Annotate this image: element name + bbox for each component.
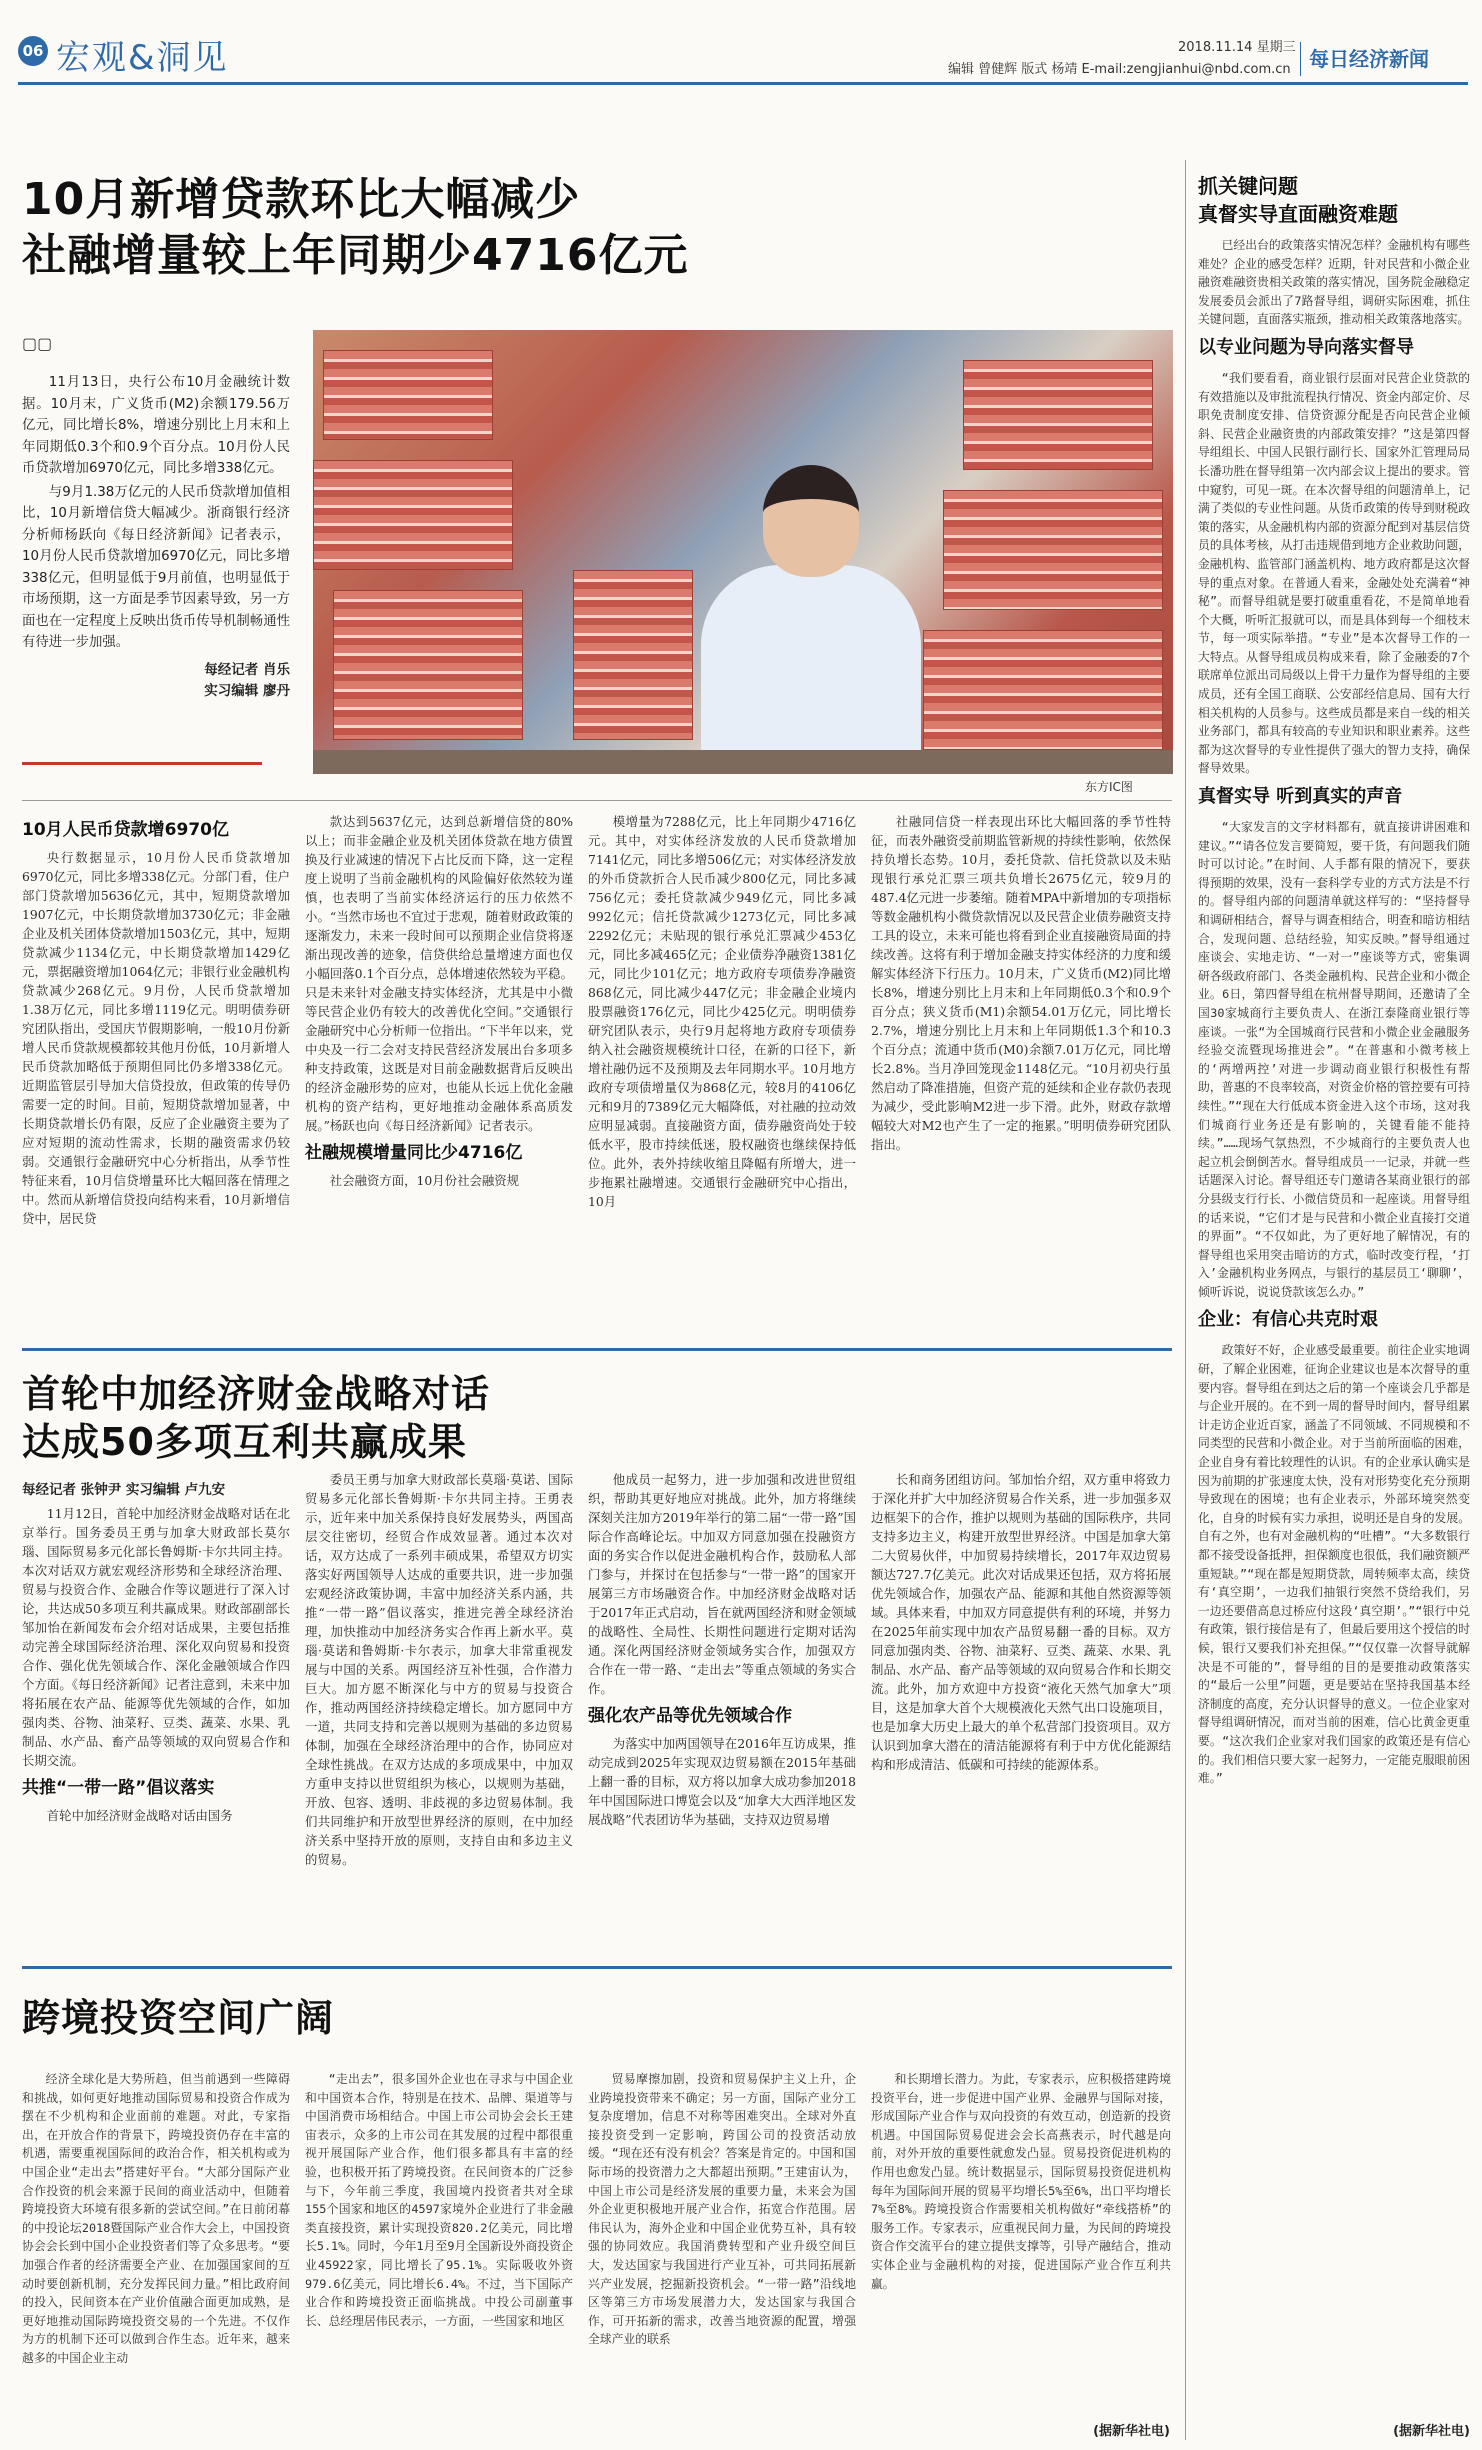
story2-headline-line1: 首轮中加经济财金战略对话	[22, 1372, 491, 1416]
section-rule	[22, 1966, 1172, 1969]
sidebar-agency-credit: (据新华社电)	[1393, 2424, 1470, 2439]
story1-lead-paragraph: 11月13日，央行公布10月金融统计数据。10月末，广义货币(M2)余额179.56万亿元，同比增长8%，增速分别比上月末和上年同期低0.3个和0.9个百分点。10月份人民币贷款增加6970亿元，同比多增338亿元。	[22, 375, 290, 476]
page-number-badge: 06	[18, 36, 48, 66]
section-title: 宏观&洞见	[56, 38, 229, 78]
story2-column-4	[871, 1470, 1171, 1944]
newspaper-logo: 每日经济新闻	[1300, 42, 1470, 76]
story2-body: 委员王勇与加拿大财政部长莫瑙·莫诺、国际贸易多元化部长鲁姆斯·卡尔共同主持。王勇表示，近年来中加关系保持良好发展势头，两国高层交往密切，经贸合作成效显著。通过本次对话，双方达成了一系列丰硕成果，希望双方切实落实好两国领导人达成的重要共识，进一步加强宏观经济政策协调，丰富中加经济关系内涵，共推“一带一路”倡议落实，推进完善全球经济治理，加快推动中加经济务实合作再上新水平。莫瑙·莫诺和鲁姆斯·卡尔表示，加拿大非常重视发展与中国的关系。两国经济互补性强，合作潜力巨大。加方愿不断深化与中方的贸易与投资合作，推动两国经济持续稳定增长。加方愿同中方一道，共同支持和完善以规则为基础的多边贸易体制，加强在全球经济治理中的合作，协同应对全球性挑战。在双方达成的多项成果中，中加双方重申支持以世贸组织为核心，以规则为基础，开放、包容、透明、非歧视的多边贸易体制。我们共同维护和开放型世界经济的原则，在中加经济关系中坚持开放的原则，支持自由和多边主义的贸易。	[305, 1472, 573, 1867]
sidebar-title-line1: 抓关键问题	[1198, 174, 1298, 198]
editor-credits: 编辑 曾健辉 版式 杨靖 E-mail:zengjianhui@nbd.com.cn	[948, 62, 1291, 77]
counter-desk	[313, 750, 1173, 774]
story1-byline: 实习编辑 廖丹	[204, 683, 290, 699]
story3-column-3	[588, 2070, 856, 2440]
story1-column-4	[871, 812, 1171, 1332]
sidebar-body: “大家发言的文字材料都有，就直接讲讲困难和建议。”“请各位发言要简短，要干货，有问题我们随时可以讨论。”在时间、人手都有限的情况下，要获得预期的效果，没有一套科学专业的方式方法是不行的。督导组内部的问题清单就这样写的：“坚持督导和调研相结合，督导与调查相结合，明查和暗访相结合，发现问题、总结经验，知实反映。”督导组通过座谈会、实地走访、“一对一”座谈等方式，密集调研各级政府部门、各类金融机构、民营企业和小微企业。6日，第四督导组在杭州督导期间，还邀请了全国30家城商行主要负责人、在浙江泰隆商业银行等座谈。一张“为全国城商行民营和小微企业金融服务经验交流暨现场推进会”。“在普惠和小微考核上的‘两增两控’对进一步调动商业银行积极性有帮助，普惠的不良率较高，对资金价格的管控要有可持续性。”“现在大行低成本资金进入这个市场，这对我们城商行业务还是有影响的，关键看能不能持续。”……现场气氛热烈，不少城商行的主要负责人也起立机会倒倒苦水。督导组成员一一记录，并就一些话题深入讨论。督导组还专门邀请各某商业银行的部分县级支行行长、小微信贷员和一起座谈。用督导组的话来说，“它们才是与民营和小微企业直接打交道的界面”。“不仅如此，为了更好地了解情况，有的督导组也采用突击暗访的方式，临时改变行程，‘打入’金融机构业务网点，与银行的基层员工‘聊聊’，倾听诉说，说说贷款该怎么办。”	[1198, 820, 1470, 1299]
story3-body: 经济全球化是大势所趋，但当前遇到一些障碍和挑战，如何更好地推动国际贸易和投资合作成为摆在不少机构和企业面前的难题。对此，专家指出，在开放合作的背景下，跨境投资仍存在丰富的机遇，需要重视国际间的政治合作，相关机构或为中国企业“走出去”搭建好平台。“大部分国际产业合作投资的机会来源于民间的商业活动中，但随着跨境投资大环境有很多新的尝试空间。”在日前闭幕的中投论坛2018暨国际产业合作大会上，中国投资协会会长到中国小企业投资者们等了众多思考。“要加强合作者的经济需要全产业、在加强国家间的互动时要创新机制，充分发挥民间力量。”相比政府间的投入，民间资本在产业价值融合面更加成熟，是更好地推动国际跨境投资交易的一个先进。不仅作为方的机制下还可以做到合作生态。近年来，越来越多的中国企业主动	[22, 2072, 290, 2365]
header-rule	[18, 82, 1468, 85]
sidebar-subhead: 企业：有信心共克时艰	[1198, 1309, 1378, 1331]
sidebar-body: “我们要看看，商业银行层面对民营企业贷款的有效措施以及审批流程执行情况、资金内部定价、尽职免责制度安排、信贷资源分配是否向民营企业倾斜、民营企业融资贵的内部政策安排？”这是第四督导组组长、中国人民银行副行长、国家外汇管理局局长潘功胜在督导组第一次内部会议上提出的要求。管中窥豹，可见一斑。在本次督导组的问题清单上，记满了类似的专业性问题。从货币政策的传导到财税政策的落实，从金融机构内部的资源分配到对基层信贷员的具体考核，从打击违规借到地方企业救助问题，金融机构、监管部门涵盖机构、地方政府都是这次督导的重点对象。在普通人看来，金融处处充满着“神秘”。而督导组就是要打破重重看花，不是简单地看个大概，听听汇报就可以，而是具体到每一个细枝末节，每一项实际举措。“专业”是本次督导工作的一大特点。从督导组成员构成来看，除了金融委的7个联席单位派出司局级以上骨干力量作为督导组的主要成员，还有全国工商联、公安部经信息局、国有大行相关机构的人员参与。这些成员都是来自一线的相关业务部门，都具有较高的专业知识和职业素养。这些都为这次督导的专业性提供了强大的智力支持，确保督导效果。	[1198, 370, 1470, 776]
sidebar-body: 已经出台的政策落实情况怎样？金融机构有哪些难处？企业的感受怎样？近期，针对民营和小微企业融资难融资贵相关政策的落实情况，国务院金融稳定发展委员会派出了7路督导组，调研实际困难，抓住关键问题，直面落实瓶颈，推动相关政策落地落实。	[1198, 238, 1470, 327]
quote-icon: ▢▢	[22, 334, 53, 353]
story1-lead	[22, 372, 290, 703]
sidebar-column	[1198, 166, 1470, 2414]
story1-byline: 每经记者 肖乐	[204, 661, 290, 678]
story2-body: 他成员一起努力，进一步加强和改进世贸组织，帮助其更好地应对挑战。此外，加方将继续深刻关注加方2019年举行的第二届“一带一路”国际合作高峰论坛。中加双方同意加强在投融资方面的务实合作以促进金融机构合作，鼓励私人部门参与，并探讨在包括参与“一带一路”的国家开展第三方市场融资合作。中加经济财金战略对话于2017年正式启动，旨在就两国经济和财金领域的战略性、全局性、长期性问题进行定期对话沟通。深化两国经济财金领域务实合作，加强双方合作在一带一路、“走出去”等重点领域的务实合作。	[588, 1472, 856, 1696]
sidebar-subhead: 真督实导 听到真实的声音	[1198, 786, 1403, 808]
story2-subhead: 强化农产品等优先领域合作	[588, 1706, 792, 1726]
story2-column-1	[22, 1504, 290, 1944]
story2-headline-line2: 达成50多项互利共赢成果	[22, 1420, 467, 1464]
section-rule	[22, 1348, 1172, 1351]
sidebar-body: 政策好不好，企业感受最重要。前往企业实地调研，了解企业困难，征询企业建议也是本次督导的重要内容。督导组在到达之后的第一个座谈会几乎都是与企业开展的。在不到一周的督导时间内，督导组累计走访企业近百家，涵盖了不同领域、不同规模和不同类型的民营和小微企业。对于当前所面临的困难，企业自身有着比较理性的认识。有的企业承认确实是因为前期的扩张速度太快，没有对形势变化充分预期导致现在的困境；也有企业表示，外部环境突然变化，自身的时候有实力承担，说明还是自身的发展。自有之外，也有对金融机构的“吐槽”。“大多数银行都不接受设备抵押，担保额度也很低，我们融资额严重短缺。”“现在都是短期贷款，周转频率太高，续贷有‘真空期’，一边我们抽银行突然不贷给我们，另一边还要借高息过桥应付这段‘真空期’。”“银行中兑有政策，银行接信是有了，但最后要用这个授信的时候，银行又要我们补充担保。”“仅仅靠一次督导就解决是不可能的”，督导组的目的是要推动政策落实的“最后一公里”问题，更是要站在坚持我国基本经济制度的高度，充分认识督导的意义。一位企业家对督导组调研情况，而对当前的困难，信心比黄金更重要。“这次我们企业家对我们国家的政策还是有信心的。我们相信只要大家一起努力，一定能克服眼前困难。”	[1198, 1343, 1470, 1786]
story2-byline: 每经记者 张钟尹 实习编辑 卢九安	[22, 1482, 226, 1498]
story1-body: 央行数据显示，10月份人民币贷款增加6970亿元，同比多增338亿元。分部门看，住户部门贷款增加5636亿元，其中，短期贷款增加1907亿元，中长期贷款增加3730亿元；非金融企业及机关团体贷款增加1503亿元，其中，短期贷款减少1134亿元，中长期贷款增加1429亿元，票据融资增加1064亿元；非银行业金融机构贷款减少268亿元。9月份，人民币贷款增加1.38万亿元，同比多增1119亿元。明明债券研究团队指出，受国庆节假期影响，一般10月份新增人民币贷款规模都较其他月份低，10月新增人民币贷款加略低于预期但同比仍多增338亿元。近期监管层引导加大信贷投放，但政策的传导仍需要一定的时间。目前，短期贷款增加显著，中长期贷款增长仍有限，反应了企业融资主要为了应对短期的流动性需求，长期的融资需求仍较弱。交通银行金融研究中心分析指出，从季节性特征来看，10月信贷增量环比大幅回落在情理之中。然而从新增信贷投向结构来看，10月新增信贷中，居民贷	[22, 850, 290, 1226]
story3-column-1	[22, 2070, 290, 2440]
story2-body: 长和商务团组访问。邹加怡介绍，双方重申将致力于深化并扩大中加经济贸易合作关系，进一步加强多双边框架下的合作，推护以规则为基础的国际秩序，共同支持多边主义，构建开放型世界经济。中国是加拿大第二大贸易伙伴，中加贸易持续增长，2017年双边贸易额达727.7亿美元。此次对话成果还包括，双方将拓展优先领域合作，加强农产品、能源和其他自然资源等领域。具体来看，中加双方同意提供有利的环境，并努力在2025年前实现中加农产品贸易翻一番的目标。双方同意加强肉类、谷物、油菜籽、豆类、蔬菜、水果、乳制品、水产品、畜产品等领域的双向贸易合作和长期交流。此外，加方欢迎中方投资“液化天然气加拿大”项目，这是加拿大首个大规模液化天然气出口设施项目，也是加拿大历史上最大的单个私营部门投资项目。双方认识到加拿大潜在的清洁能源将有利于中方优化能源结构和形成清洁、低碳和可持续的能源体系。	[871, 1472, 1171, 1772]
lead-underline	[22, 762, 262, 765]
teller-figure	[701, 565, 921, 774]
bank-teller-photo	[313, 330, 1173, 774]
story1-column-1	[22, 812, 290, 1332]
story2-subhead: 共推“一带一路”倡议落实	[22, 1778, 215, 1798]
teller-head	[763, 465, 859, 577]
story2-headline	[22, 1370, 490, 1466]
story1-subhead: 10月人民币贷款增6970亿	[22, 820, 229, 840]
photo-credit: 东方IC图	[1085, 780, 1133, 794]
issue-date: 2018.11.14 星期三	[1178, 40, 1296, 55]
story1-headline	[22, 172, 688, 284]
story3-agency-credit: (据新华社电)	[1093, 2424, 1170, 2439]
story1-body: 模增量为7288亿元，比上年同期少4716亿元。其中，对实体经济发放的人民币贷款增加7141亿元，同比多增506亿元；对实体经济发放的外币贷款折合人民币减少800亿元，同比多减756亿元；委托贷款减少949亿元，同比多减992亿元；信托贷款减少1273亿元，同比多减2292亿元；未贴现的银行承兑汇票减少453亿元，同比多减465亿元；企业债券净融资1381亿元，同比少101亿元；地方政府专项债券净融资868亿元，同比减少447亿元；非金融企业境内股票融资176亿元，同比少425亿元。明明债券研究团队表示，央行9月起将地方政府专项债券纳入社会融资规模统计口径，在新的口径下，新增社融仍远不及预期及去年同期水平。10月地方政府专项债增量仅为868亿元，较8月的4106亿元和9月的7389亿元大幅降低，对社融的拉动效应明显减弱。直接融资方面，债券融资尚处于较低水平，股市持续低迷，股权融资也继续保持低位。此外，表外持续收缩且降幅有所增大，进一步拖累社融增速。交通银行金融研究中心指出，10月	[588, 814, 856, 1209]
story2-column-3	[588, 1470, 856, 1944]
story3-column-2	[305, 2070, 573, 2440]
divider	[22, 800, 1172, 801]
story1-column-2	[305, 812, 573, 1332]
story1-body: 款达到5637亿元，达到总新增信贷的80%以上；而非金融企业及机关团体贷款在地方债置换及行业减速的情况下占比反而下降，这一定程度上说明了当前金融机构的风险偏好依然较为谨慎，也表明了当前实体经济运行的压力依然不小。“当然市场也不宜过于悲观，随着财政政策的逐渐发力，未来一段时间可以预期企业信贷将逐渐出现改善的迹象，信贷供给总量增速方面也仅小幅回落0.1个百分点，总体增速依然较为平稳。只是未来针对金融支持实体经济，尤其是中小微等民营企业仍有较大的改善优化空间。”交通银行金融研究中心分析师一位指出。“下半年以来，党中央及一行二会对支持民营经济发展出台多项多种支持政策，这既是对目前金融数据背后反映出的经济金融形势的应对，也能从长远上优化金融机构的资产结构，更好地推动金融体系高质发展。”杨跃也向《每日经济新闻》记者表示。	[305, 814, 573, 1133]
story2-body: 11月12日，首轮中加经济财金战略对话在北京举行。国务委员王勇与加拿大财政部长莫尔瑙、国际贸易多元化部长鲁姆斯·卡尔共同主持。本次对话双方就宏观经济形势和全球经济治理、贸易与投资合作、金融合作等议题进行了深入讨论，共达成50多项互利共赢成果。财政部副部长邹加怡在新闻发布会介绍对话成果，主要包括推动完善全球国际经济治理、深化双向贸易和投资合作、强化优先领域合作、深化金融领域合作四个方面。《每日经济新闻》记者注意到，未来中加将拓展在农产品、能源等优先领域的合作，如加强肉类、谷物、油菜籽、豆类、蔬菜、水果、乳制品、水产品、畜产品等领域的双向贸易合作和长期交流。	[22, 1506, 290, 1768]
story1-body: 社融同信贷一样表现出环比大幅回落的季节性特征，而表外融资受前期监管新规的持续性影响，依然保持负增长态势。10月，委托贷款、信托贷款以及未贴现银行承兑汇票三项共负增长2675亿元，较9月的487.4亿元进一步萎缩。随着MPA中新增加的专项指标等数金融机构小微贷款情况以及民营企业债券融资支持工具的设立，未来可能也将看到企业直接融资局面的持续改善。这将有利于增加金融支持实体经济的力度和缓解实体经济下行压力。10月末，广义货币(M2)同比增长8%，增速分别比上月末和上年同期低0.3个和0.9个百分点；狭义货币(M1)余额54.01万亿元，同比增长2.7%，增速分别比上月末和上年同期低1.3个和10.3个百分点；流通中货币(M0)余额7.01万亿元，同比增长2.8%。当月净回笼现金1148亿元。“10月初央行虽然启动了降准措施，但资产荒的延续和企业存款仍表现为减少，受此影响M2进一步下滑。此外，财政存款增幅较大对M2也产生了一定的拖累。”明明债券研究团队指出。	[871, 814, 1171, 1152]
story3-headline: 跨境投资空间广阔	[22, 1996, 335, 2040]
story2-body: 为落实中加两国领导在2016年互访成果，推动完成到2025年实现双边贸易额在2015年基础上翻一番的目标，双方将以加拿大成功参加2018年中国国际进口博览会以及“加拿大大西洋地区发展战略”代表团访华为基础，支持双边贸易增	[588, 1736, 856, 1827]
story1-headline-line1: 10月新增贷款环比大幅减少	[22, 174, 581, 225]
story3-body: 贸易摩擦加剧，投资和贸易保护主义上升，企业跨境投资带来不确定；另一方面，国际产业分工复杂度增加，信息不对称等困难突出。全球对外直接投资受到一定影响，跨国公司的投资活动放缓。“现在还有没有机会？答案是肯定的。中国和国际市场的投资潜力之大都超出预期。”王建宙认为，中国上市公司是经济发展的重要力量，未来会为国外企业更积极地开展产业合作，拓宽合作范围。居伟民认为，海外企业和中国企业优势互补，具有较强的协同效应。我国消费转型和产业升级空间巨大，发达国家与我国进行产业互补，可共同拓展新兴产业发展，挖掘新投资机会。“一带一路”沿线地区等第三方市场发展潜力大，发达国家与我国合作，可开拓新的需求，改善当地资源的配置，增强全球产业的联系	[588, 2072, 856, 2347]
story1-headline-line2: 社融增量较上年同期少4716亿元	[22, 230, 689, 281]
story3-body: 和长期增长潜力。为此，专家表示，应积极搭建跨境投资平台，进一步促进中国产业界、金融界与国际对接，形成国际产业合作与双向投资的有效互动，创造新的投资机遇。中国国际贸易促进会会长高燕表示，时代越是向前，对外开放的重要性就愈发凸显。贸易投资促进机构的作用也愈发凸显。统计数据显示，国际贸易投资促进机构每年为国际间开展的贸易平均增长5%至6%，出口平均增长7%至8%。跨境投资合作需要相关机构做好“牵线搭桥”的服务工作。专家表示，应重视民间力量，为民间的跨境投资合作交流平台的建立提供支撑等，引导产融结合，推动实体企业与金融机构的对接，促进国际产业合作互利共赢。	[871, 2072, 1171, 2291]
sidebar-title	[1198, 172, 1470, 228]
story3-body: “走出去”，很多国外企业也在寻求与中国企业和中国资本合作，特别是在技术、品牌、渠道等与中国消费市场相结合。中国上市公司协会会长王建宙表示，众多的上市公司在其发展的过程中都很重视开展国际产业合作，他们很多都具有丰富的经验，也积极开拓了跨境投资。在民间资本的广泛参与下，今年前三季度，我国境内投资者共对全球155个国家和地区的4597家境外企业进行了非金融类直接投资，累计实现投资820.2亿美元，同比增长5.1%。同时，今年1月至9月全国新设外商投资企业45922家，同比增长了95.1%。实际吸收外资979.6亿美元，同比增长6.4%。不过，当下国际产业合作和跨境投资正面临挑战。中投公司副董事长、总经理居伟民表示，一方面，一些国家和地区	[305, 2072, 573, 2328]
sidebar-title-line2: 真督实导直面融资难题	[1198, 202, 1398, 226]
story2-column-2	[305, 1470, 573, 1944]
story1-lead-paragraph: 与9月1.38万亿元的人民币贷款增加值相比，10月新增信贷大幅减少。浙商银行经济分析师杨跃向《每日经济新闻》记者表示，10月份人民币贷款增加6970亿元，同比多增338亿元，但明显低于9月前值，也明显低于市场预期，这一方面是季节因素导致，另一方面也在一定程度上反映出货币传导机制畅通性有待进一步加强。	[22, 484, 290, 650]
sidebar-divider	[1185, 160, 1186, 2440]
story3-column-4	[871, 2070, 1171, 2415]
story1-subhead: 社融规模增量同比少4716亿	[305, 1143, 523, 1163]
story2-body: 首轮中加经济财金战略对话由国务	[46, 1808, 233, 1823]
sidebar-subhead: 以专业问题为导向落实督导	[1198, 336, 1414, 358]
story1-body: 社会融资方面，10月份社会融资规	[329, 1173, 520, 1188]
story1-column-3	[588, 812, 856, 1332]
